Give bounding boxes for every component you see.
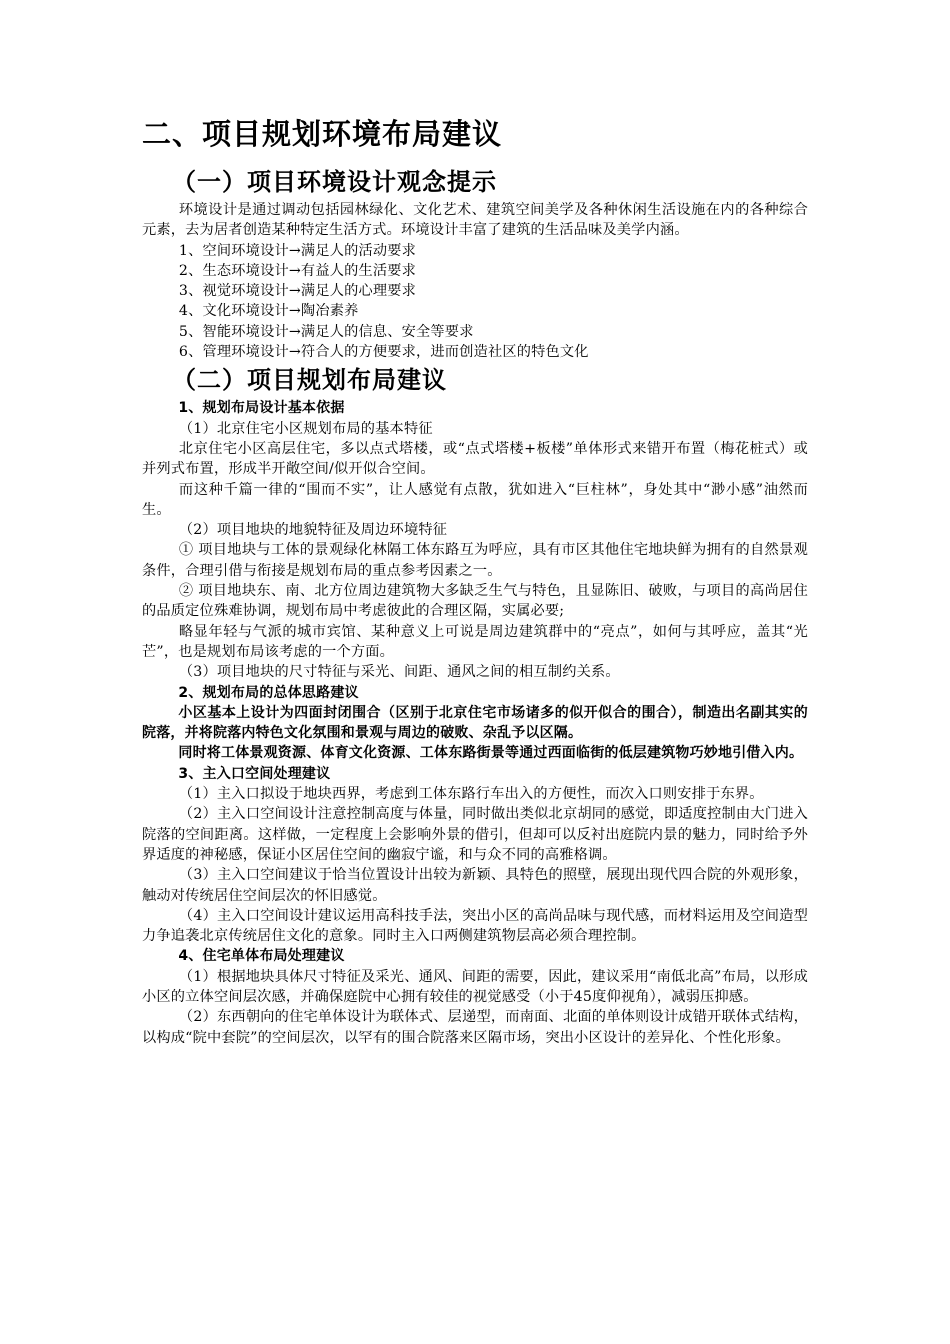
list-item: 6、管理环境设计→符合人的方便要求，进而创造社区的特色文化 — [178, 344, 589, 361]
subheading-3: 3、主入口空间处理建议 — [178, 765, 331, 782]
paragraph: 北京住宅小区高层住宅，多以点式塔楼，或“点式塔楼+板楼”单体形式来错开布置（梅花桩式）或并列式布置，形成半开敞空间/似开似合空间。 — [142, 440, 808, 478]
paragraph: 略显年轻与气派的城市宾馆、某种意义上可说是周边建筑群中的“亮点”，如何与其呼应，盖其“光芒”，也是规划布局该考虑的一个方面。 — [142, 623, 808, 660]
list-item: 3、视觉环境设计→满足人的心理要求 — [178, 283, 417, 300]
section-heading-1: （一）项目环境设计观念提示 — [172, 168, 497, 196]
paragraph-bold: 同时将工体景观资源、体育文化资源、工体东路街景等通过西面临街的低层建筑物巧妙地引借入内。 — [178, 745, 804, 762]
paragraph: （1）主入口拟设于地块西界，考虑到工体东路行车出入的方便性，而次入口则安排于东界。 — [178, 786, 764, 803]
paragraph: （3）主入口空间建议于恰当位置设计出较为新颖、具特色的照壁，展现出现代四合院的外观形象，触动对传统居住空间层次的怀旧感觉。 — [142, 867, 808, 904]
subheading-1: 1、规划布局设计基本依据 — [178, 400, 345, 417]
paragraph: 而这种千篇一律的“围而不实”，让人感觉有点散，犹如进入“巨柱林”，身处其中“渺小感”油然而生。 — [142, 481, 808, 518]
section-heading-2: （二）项目规划布局建议 — [172, 366, 447, 395]
list-item: 4、文化环境设计→陶冶素养 — [178, 303, 359, 320]
subheading-4: 4、住宅单体布局处理建议 — [178, 948, 345, 965]
paragraph-intro: 环境设计是通过调动包括园林绿化、文化艺术、建筑空间美学及各种休闲生活设施在内的各种综合元素，去为居者创造某种特定生活方式。环境设计丰富了建筑的生活品味及美学内涵。 — [142, 202, 808, 239]
paragraph-bold: 小区基本上设计为四面封闭围合（区别于北京住宅市场诸多的似开似合的围合），制造出名副其实的院落，并将院落内特色文化氛围和景观与周边的破败、杂乱予以区隔。 — [142, 704, 808, 742]
paragraph: （3）项目地块的尺寸特征与采光、间距、通风之间的相互制约关系。 — [178, 664, 620, 681]
subheading-2: 2、规划布局的总体思路建议 — [178, 684, 359, 701]
main-heading: 二、项目规划环境布局建议 — [142, 117, 503, 151]
paragraph: （2）主入口空间设计注意控制高度与体量，同时做出类似北京胡同的感觉，即适度控制由大门进入院落的空间距离。这样做，一定程度上会影响外景的借引，但却可以反衬出庭院内景的魅力，同时给予外界适度的神秘感，保证小区居住空间的幽寂宁谧，和与众不同的高雅格调。 — [142, 806, 808, 863]
paragraph: ① 项目地块与工体的景观绿化林隔工体东路互为呼应，具有市区其他住宅地块鲜为拥有的自然景观条件，合理引借与衔接是规划布局的重点参考因素之一。 — [142, 542, 808, 579]
list-item: 2、生态环境设计→有益人的生活要求 — [178, 262, 417, 279]
paragraph: （1）根据地块具体尺寸特征及采光、通风、间距的需要，因此，建议采用“南低北高”布局，以形成小区的立体空间层次感，并确保庭院中心拥有较佳的视觉感受（小于45度仰视角），减弱压抑感。 — [142, 968, 808, 1005]
paragraph: （2）项目地块的地貌特征及周边环境特征 — [178, 522, 448, 539]
paragraph: ② 项目地块东、南、北方位周边建筑物大多缺乏生气与特色，且显陈旧、破败，与项目的高尚居住的品质定位殊难协调，规划布局中考虑彼此的合理区隔，实属必要; — [142, 583, 808, 620]
paragraph: （4）主入口空间设计建议运用高科技手法，突出小区的高尚品味与现代感，而材料运用及空间造型力争追袭北京传统居住文化的意象。同时主入口两侧建筑物层高必须合理控制。 — [142, 907, 808, 945]
list-item: 5、智能环境设计→满足人的信息、安全等要求 — [178, 323, 474, 340]
paragraph: （2）东西朝向的住宅单体设计为联体式、层递型，而南面、北面的单体则设计成错开联体式结构，以构成“院中套院”的空间层次，以罕有的围合院落来区隔市场，突出小区设计的差异化、个性化形象。 — [142, 1009, 808, 1046]
paragraph: （1）北京住宅小区规划布局的基本特征 — [178, 420, 433, 437]
document-body — [142, 112, 808, 1048]
list-item: 1、空间环境设计→满足人的活动要求 — [178, 242, 417, 259]
